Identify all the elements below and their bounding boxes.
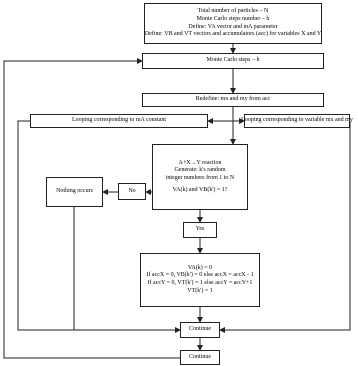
update-box (140, 253, 260, 307)
loop-left-box (30, 114, 208, 128)
update-line-2: If accX = 0, VB(k') = 0 else accX = accX - 1 (146, 272, 254, 279)
update-line-3: If accY = 0, VT(k') = 1 else accY = accY+1 (147, 280, 253, 286)
continue-inner-label: Continue (189, 326, 211, 333)
continue-inner-box (180, 322, 220, 338)
nothing-occurs-box (46, 177, 103, 207)
reaction-line-3: integer numbers from 1 to N (165, 175, 235, 181)
reaction-line-2: Generate: k's random (174, 167, 226, 174)
init-box (144, 3, 322, 44)
update-line-1: VA(k) = 0 (187, 264, 213, 271)
no-box (118, 183, 146, 200)
init-line-1: Total number of particles – N (197, 8, 269, 15)
yes-label: Yes (195, 226, 205, 233)
init-line-2: Monte Carlo steps number – h (196, 15, 270, 22)
no-label: No (128, 187, 136, 194)
yes-box (183, 222, 217, 238)
redefine-label: Redefine: mx and my from acc (195, 96, 271, 103)
loop-right-box (241, 114, 353, 128)
reaction-box (152, 144, 248, 210)
init-line-3: Define: VA vector and mA parameter (188, 23, 278, 30)
mc-steps-box (142, 53, 324, 69)
init-line-4: Define: VB and VT vectors and accumulators (acc) for variables X and Y (144, 31, 322, 38)
continue-outer-label: Continue (189, 353, 211, 360)
mc-steps-label: Monte Carlo steps – h (206, 57, 260, 64)
loop-right-label: Looping corresponding to variable mx and my (241, 117, 353, 124)
nothing-occurs-label: Nothing occurs (56, 188, 93, 195)
loop-left-label: Looping corresponding to mA constant (72, 117, 166, 124)
reaction-line-4: VA(k) and VB(k') = 1? (172, 186, 228, 193)
continue-outer-box (180, 350, 220, 365)
reaction-line-1: A+X→Y reaction (178, 159, 222, 166)
update-line-4: VT(k') = 1 (187, 287, 213, 294)
redefine-box (142, 93, 324, 107)
